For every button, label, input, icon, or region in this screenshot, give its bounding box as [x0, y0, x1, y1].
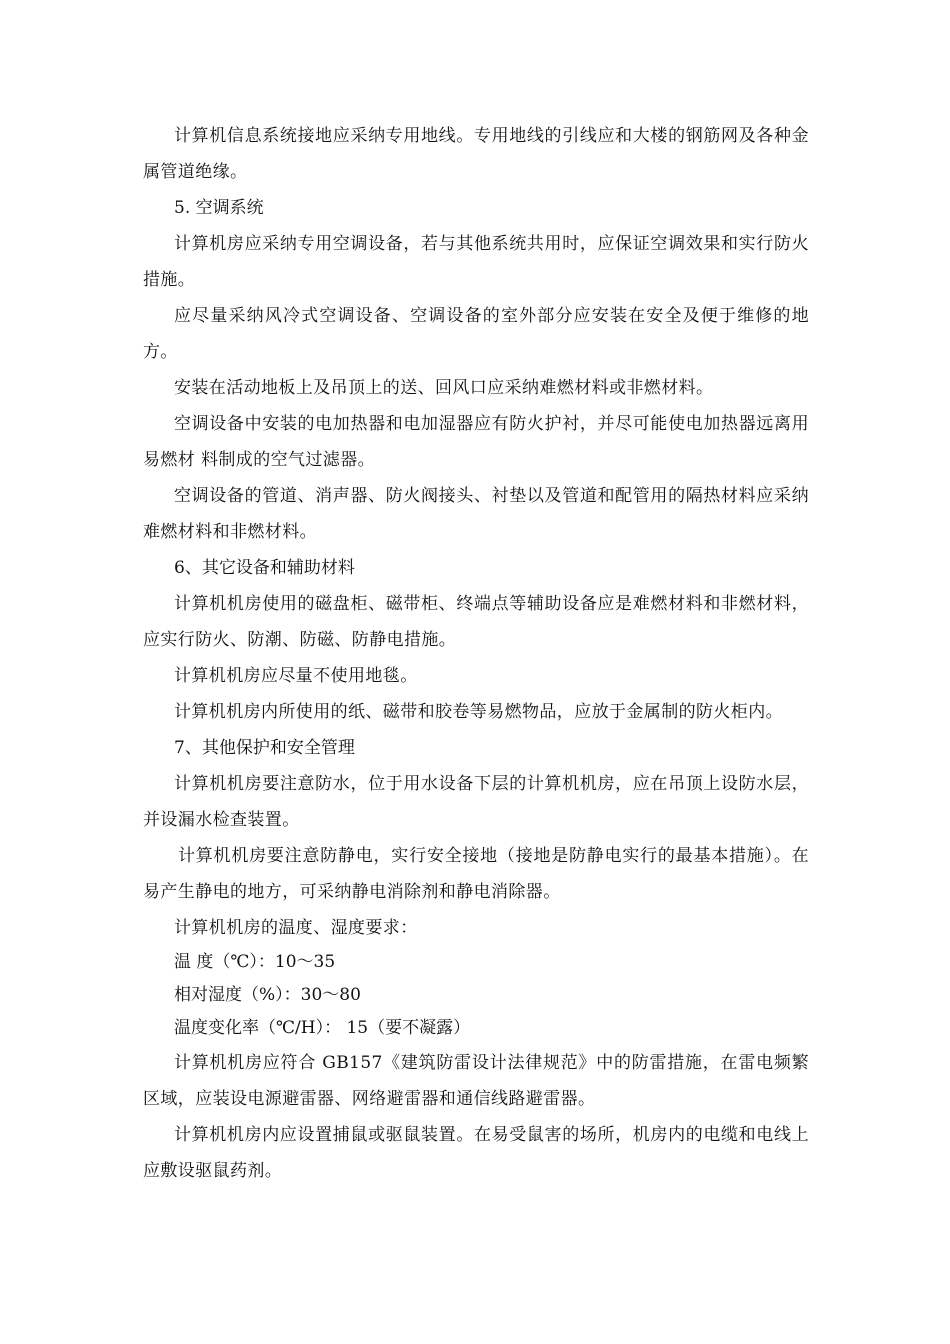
- section-heading-air-conditioning: 5. 空调系统: [174, 198, 264, 218]
- paragraph-lightning-protection: 计算机机房应符合 GB157《建筑防雷设计法律规范》中的防雷措施，在雷电频繁区域，应装设电源避雷器、网络避雷器和通信线路避雷器。: [143, 1053, 809, 1109]
- paragraph-heater-lining: 空调设备中安装的电加热器和电加湿器应有防火护衬，并尽可能使电加热器远离用易燃材 料制成的空气过滤器。: [143, 414, 809, 470]
- paragraph-grounding: 计算机信息系统接地应采纳专用地线。专用地线的引线应和大楼的钢筋网及各种金属管道绝缘。: [143, 126, 809, 182]
- section-heading-other-equipment: 6、其它设备和辅助材料: [174, 558, 355, 578]
- spec-relative-humidity: 相对湿度（%）：30～80: [174, 985, 361, 1005]
- paragraph-temp-humidity-requirements: 计算机机房的温度、湿度要求：: [174, 918, 418, 938]
- spec-temperature: 温 度（℃）：10～35: [174, 952, 336, 972]
- paragraph-antistatic: 计算机机房要注意防静电，实行安全接地（接地是防静电实行的最基本措施）。在易产生静电的地方，可采纳静电消除剂和静电消除器。: [143, 846, 809, 902]
- paragraph-auxiliary-equipment: 计算机机房使用的磁盘柜、磁带柜、终端点等辅助设备应是难燃材料和非燃材料，应实行防火、防潮、防磁、防静电措施。: [143, 594, 809, 650]
- paragraph-vent-materials: 安装在活动地板上及吊顶上的送、回风口应采纳难燃材料或非燃材料。: [174, 378, 714, 398]
- paragraph-waterproofing: 计算机机房要注意防水，位于用水设备下层的计算机机房，应在吊顶上设防水层，并设漏水检查装置。: [143, 774, 809, 830]
- paragraph-no-carpet: 计算机机房应尽量不使用地毯。: [174, 666, 418, 686]
- section-heading-protection-management: 7、其他保护和安全管理: [174, 738, 355, 758]
- document-body: [143, 118, 809, 1189]
- paragraph-air-cooled-ac: 应尽量采纳风冷式空调设备、空调设备的室外部分应安装在安全及便于维修的地方。: [143, 306, 809, 362]
- paragraph-dedicated-ac: 计算机房应采纳专用空调设备，若与其他系统共用时，应保证空调效果和实行防火措施。: [143, 234, 809, 290]
- spec-temperature-change-rate: 温度变化率（℃/H）： 15（要不凝露）: [174, 1018, 471, 1038]
- paragraph-ac-pipes: 空调设备的管道、消声器、防火阀接头、衬垫以及管道和配管用的隔热材料应采纳难燃材料和非燃材料。: [143, 486, 809, 542]
- paragraph-rodent-control: 计算机机房内应设置捕鼠或驱鼠装置。在易受鼠害的场所，机房内的电缆和电线上应敷设驱鼠药剂。: [143, 1125, 809, 1181]
- paragraph-flammable-items: 计算机机房内所使用的纸、磁带和胶卷等易燃物品，应放于金属制的防火柜内。: [174, 702, 783, 722]
